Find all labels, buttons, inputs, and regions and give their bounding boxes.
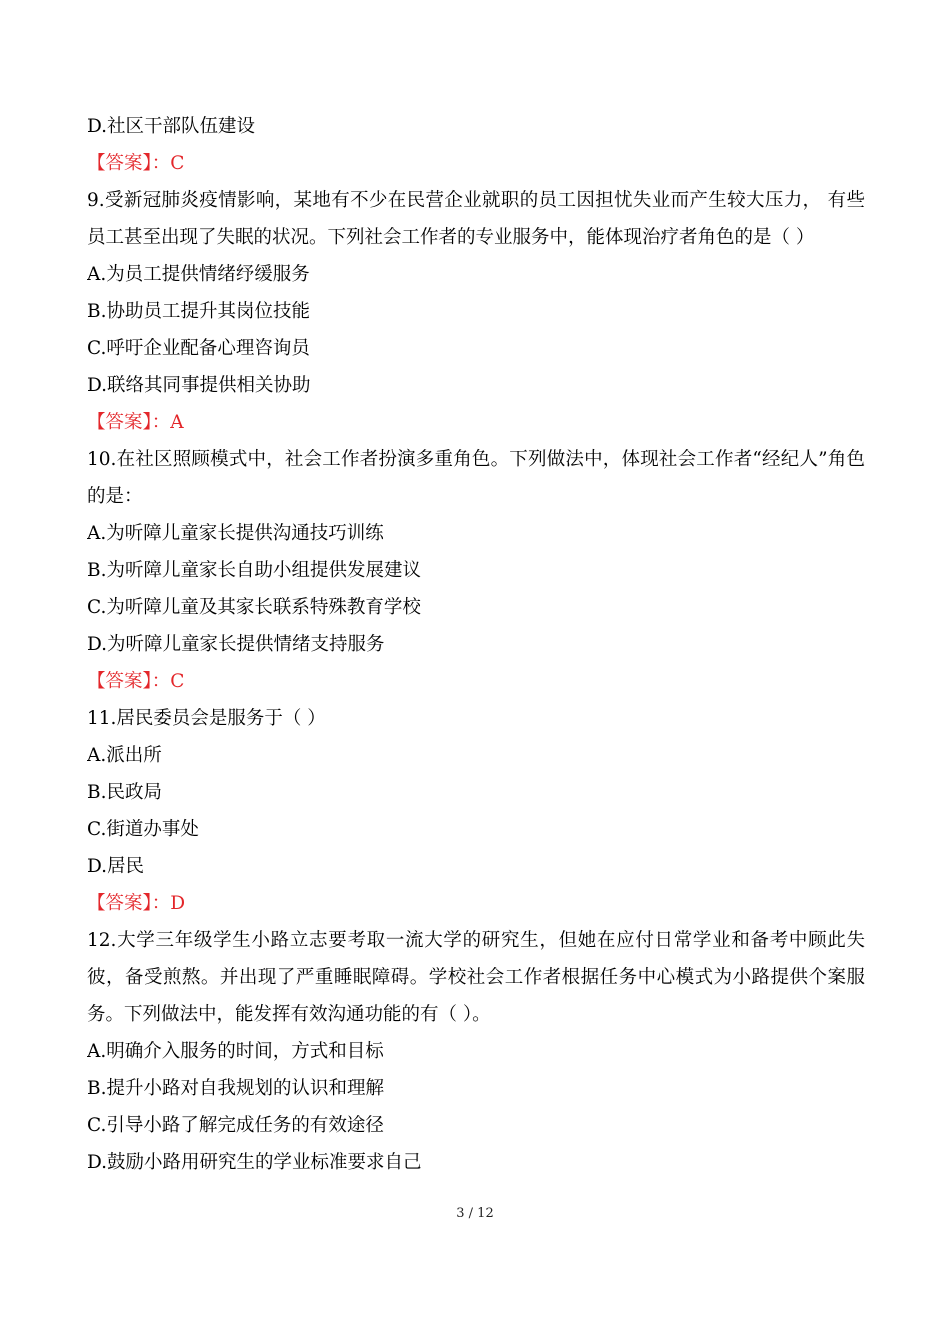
page-content (87, 108, 865, 1181)
option-d-prev: D.社区干部队伍建设 (87, 116, 256, 137)
question-stem: 9.受新冠肺炎疫情影响，某地有不少在民营企业就职的员工因担忧失业而产生较大压力， 有些员工甚至出现了失眠的状况。下列社会工作者的专业服务中，能体现治疗者角色的是（ ） (87, 190, 865, 248)
answer-prev: 【答案】：C (87, 153, 185, 174)
option-a: A.明确介入服务的时间，方式和目标 (87, 1041, 384, 1062)
question-12 (87, 922, 865, 1181)
option-a: A.派出所 (87, 745, 162, 766)
option-b: B.民政局 (87, 782, 162, 803)
answer: 【答案】：D (87, 893, 186, 914)
question-stem: 10.在社区照顾模式中，社会工作者扮演多重角色。下列做法中，体现社会工作者“经纪人”角色的是： (87, 449, 865, 507)
option-b: B.协助员工提升其岗位技能 (87, 301, 310, 322)
question-11 (87, 700, 865, 922)
option-d: D.联络其同事提供相关协助 (87, 375, 311, 396)
question-9 (87, 182, 865, 441)
option-c: C.街道办事处 (87, 819, 199, 840)
option-b: B.为听障儿童家长自助小组提供发展建议 (87, 560, 421, 581)
option-a: A.为听障儿童家长提供沟通技巧训练 (87, 523, 384, 544)
answer: 【答案】：A (87, 412, 184, 433)
option-d: D.居民 (87, 856, 145, 877)
option-d: D.鼓励小路用研究生的学业标准要求自己 (87, 1152, 422, 1173)
option-c: C.引导小路了解完成任务的有效途径 (87, 1115, 384, 1136)
question-stem: 11.居民委员会是服务于（ ） (87, 708, 326, 729)
option-a: A.为员工提供情绪纾缓服务 (87, 264, 310, 285)
page-number: 3 / 12 (456, 1206, 494, 1221)
option-b: B.提升小路对自我规划的认识和理解 (87, 1078, 384, 1099)
option-c: C.呼吁企业配备心理咨询员 (87, 338, 310, 359)
question-stem: 12.大学三年级学生小路立志要考取一流大学的研究生，但她在应付日常学业和备考中顾此失彼，备受煎熬。并出现了严重睡眠障碍。学校社会工作者根据任务中心模式为小路提供个案服务。下列做法中，能发挥有效沟通功能的有（ ）。 (87, 930, 865, 1025)
answer: 【答案】：C (87, 671, 185, 692)
option-d: D.为听障儿童家长提供情绪支持服务 (87, 634, 385, 655)
option-c: C.为听障儿童及其家长联系特殊教育学校 (87, 597, 421, 618)
question-10 (87, 441, 865, 700)
